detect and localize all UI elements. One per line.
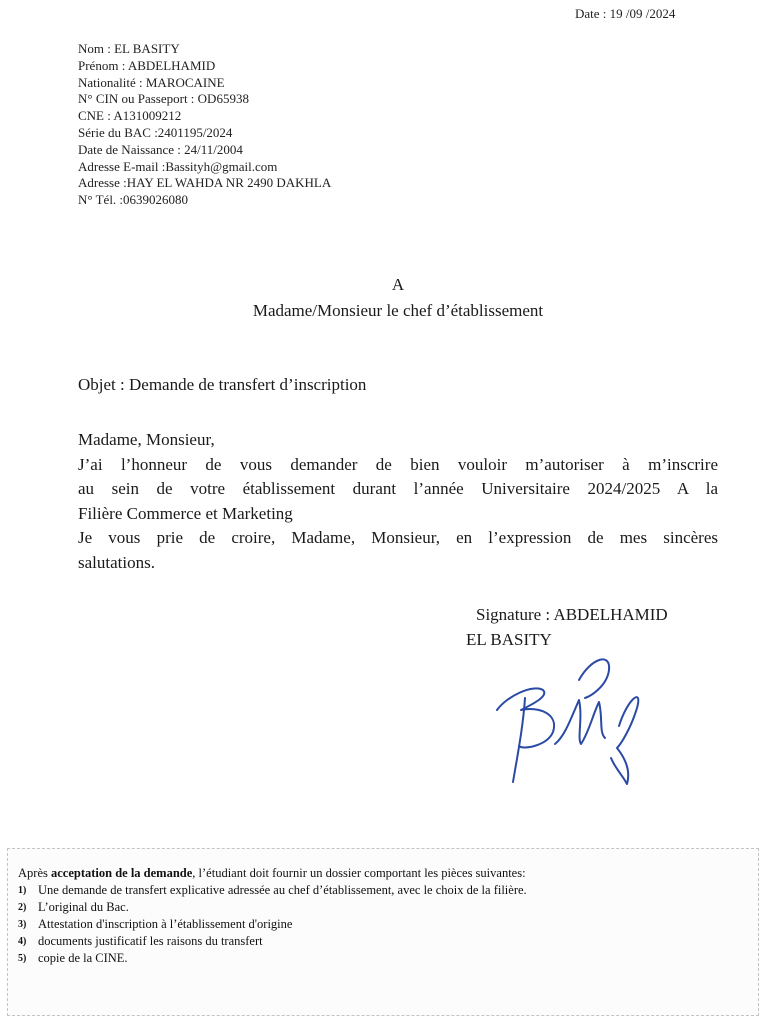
list-item-text: Attestation d'inscription à l’établissement d'origine	[38, 917, 293, 931]
letter-line-3: Filière Commerce et Marketing	[78, 503, 293, 523]
list-item-text: copie de la CINE.	[38, 951, 128, 965]
identity-nationality: Nationalité : MAROCAINE	[78, 74, 225, 90]
list-item-text: Une demande de transfert explicative adressée au chef d’établissement, avec le choix de la filière.	[38, 883, 527, 897]
identity-email: Adresse E-mail :Bassityh@gmail.com	[78, 158, 278, 174]
document-date: Date : 19 /09 /2024	[575, 6, 676, 21]
letter-subject: Objet : Demande de transfert d’inscription	[78, 375, 367, 394]
identity-bac-series: Série du BAC :2401195/2024	[78, 124, 233, 140]
addressee-recipient: Madame/Monsieur le chef d’établissement	[252, 301, 544, 320]
list-item-number: 3)	[18, 919, 27, 930]
letter-line-5: salutations.	[78, 552, 155, 572]
list-item-number: 2)	[18, 902, 27, 913]
list-item-number: 5)	[18, 953, 27, 964]
required-documents-notice	[7, 848, 759, 1016]
notice-intro	[18, 865, 748, 882]
letter-body	[78, 428, 718, 575]
identity-birth-date: Date de Naissance : 24/11/2004	[78, 141, 243, 157]
list-item	[18, 950, 748, 967]
letter-line-4: Je vous prie de croire, Madame, Monsieur, en l’expression de mes sincères	[78, 528, 718, 547]
sender-identity-block	[78, 41, 331, 209]
notice-intro-bold: acceptation de la demande	[50, 866, 193, 880]
notice-intro-prefix: Après	[18, 866, 51, 880]
letter-line-2: au sein de votre établissement durant l’année Universitaire 2024/2025 A la	[78, 479, 718, 498]
list-item	[18, 916, 748, 933]
identity-cne: CNE : A131009212	[78, 108, 182, 124]
signature-name-line-2: EL BASITY	[466, 630, 552, 649]
identity-first-name: Prénom : ABDELHAMID	[78, 57, 216, 73]
identity-last-name: Nom : EL BASITY	[78, 41, 180, 56]
handwritten-signature	[493, 648, 653, 788]
list-item-text: documents justificatif les raisons du transfert	[38, 934, 263, 948]
list-item	[18, 899, 748, 916]
notice-intro-suffix: , l’étudiant doit fournir un dossier comportant les pièces suivantes:	[192, 866, 526, 880]
list-item-number: 1)	[18, 885, 27, 896]
letter-line-1: J’ai l’honneur de vous demander de bien vouloir m’autoriser à m’inscrire	[78, 454, 718, 474]
list-item-number: 4)	[18, 936, 27, 947]
required-documents-list	[18, 882, 748, 967]
identity-phone: N° Tél. :0639026080	[78, 192, 189, 208]
letter-greeting: Madame, Monsieur,	[78, 430, 215, 449]
addressee-block	[0, 272, 768, 324]
addressee-line-a: A	[391, 275, 405, 294]
list-item-text: L’original du Bac.	[38, 900, 129, 914]
signature-label: Signature : ABDELHAMID	[476, 605, 668, 624]
identity-address: Adresse :HAY EL WAHDA NR 2490 DAKHLA	[78, 175, 332, 191]
list-item	[18, 933, 748, 950]
identity-cin: N° CIN ou Passeport : OD65938	[78, 91, 249, 107]
list-item	[18, 882, 748, 899]
